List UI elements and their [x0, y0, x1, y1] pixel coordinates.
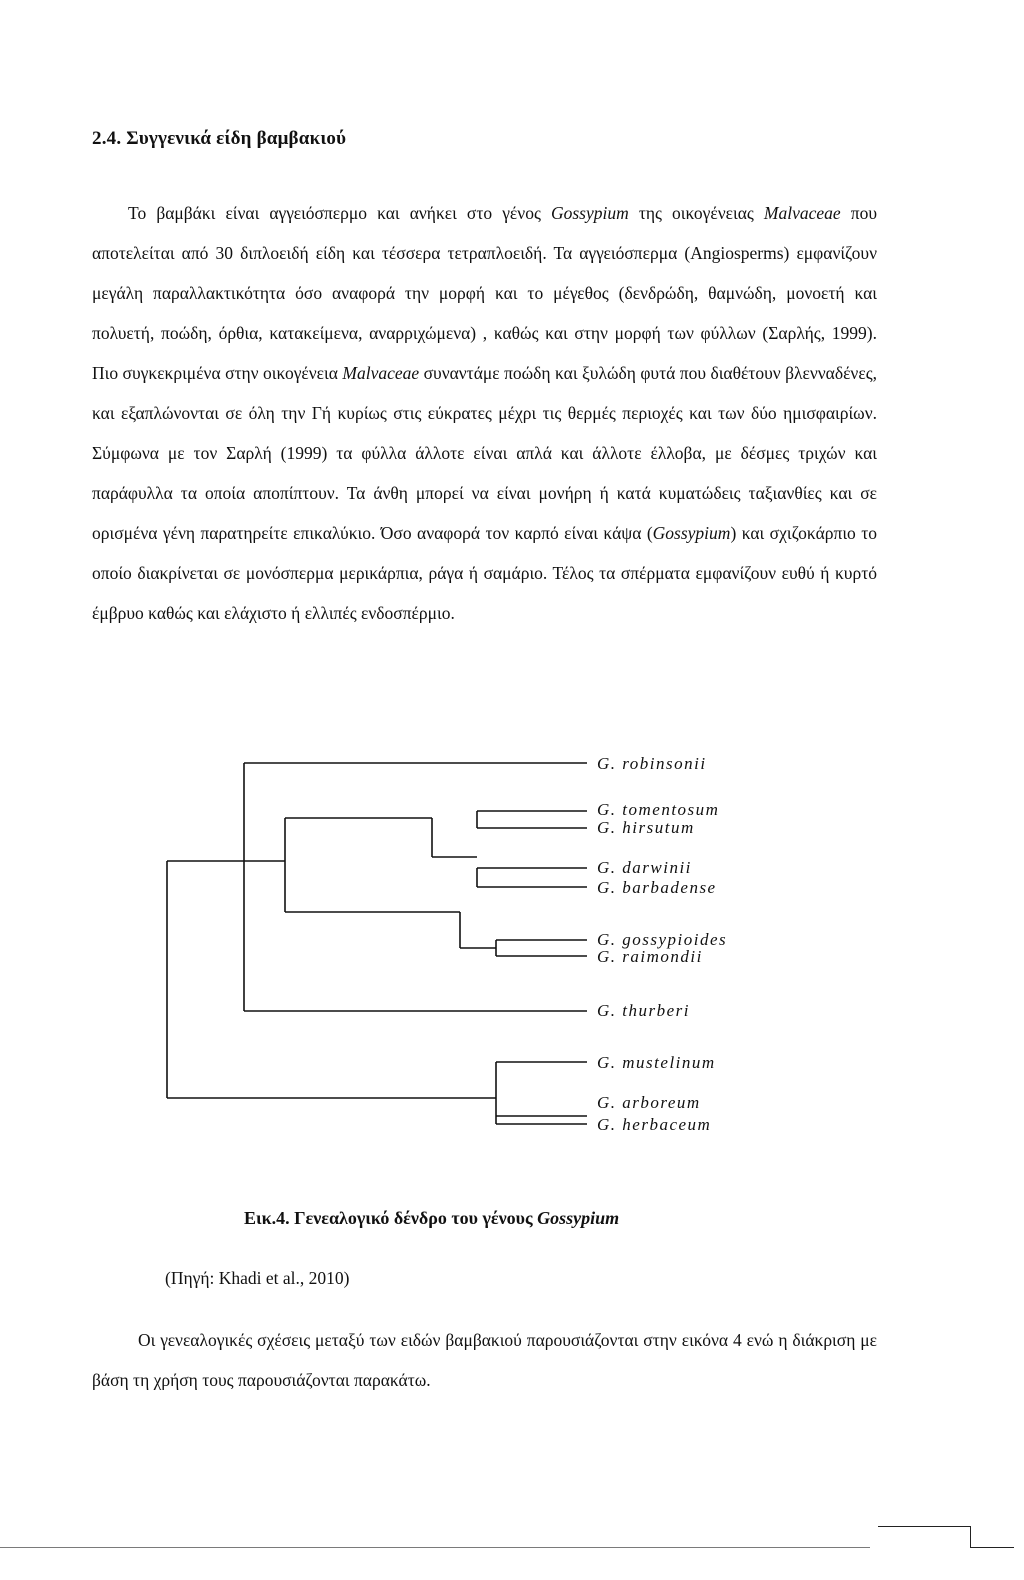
- species-label: G. hirsutum: [597, 818, 695, 837]
- tree-branches: [167, 763, 587, 1124]
- caption-label: Εικ.4. Γενεαλογικό δένδρο του γένους: [244, 1208, 538, 1228]
- footer-rule: [0, 1547, 870, 1548]
- species-label: G. thurberi: [597, 1001, 690, 1020]
- footer-rule-corner: [970, 1526, 971, 1548]
- species-label: G. mustelinum: [597, 1053, 716, 1072]
- genus-name: Gossypium: [550, 203, 629, 223]
- intro-text-1: Το βαμβάκι είναι αγγειόσπερμο και ανήκει στο γένος: [128, 203, 551, 223]
- intro-text-5: ) και σχιζοκάρπιο το οποίο διακρίνεται σε μονόσπερμα μερικάρπια, ράγα ή σαμάριο. Τέλος τα σπέρματα εμφανίζουν ευθύ ή κυρτό έμβρυο καθώς και ελάχιστο ή ελλιπές ενδοσπέρμιο.: [92, 523, 877, 623]
- footer-rule-right: [878, 1526, 970, 1527]
- species-label: G. tomentosum: [597, 800, 720, 819]
- intro-text-3: που αποτελείται από 30 διπλοειδή είδη και τέσσερα τετραπλοειδή. Τα αγγειόσπερμα (Angiosperms) εμφανίζουν μεγάλη παραλλακτικότητα όσο αναφορά την μορφή και το μέγεθος (δενδρώδη, θαμνώδη, μονοετή και πολυετή, ποώδη, όρθια, κατακείμενα, αναρριχώμενα) , καθώς και στην μορφή των φύλλων (Σαρλής, 1999). Πιο συγκεκριμένα στην οικογένεια: [92, 203, 878, 383]
- species-label: G. robinsonii: [597, 754, 707, 773]
- species-label: G. herbaceum: [597, 1115, 712, 1134]
- species-label: G. barbadense: [597, 878, 717, 897]
- genus-name: Gossypium: [652, 523, 731, 543]
- species-label: G. gossypioides: [597, 930, 728, 949]
- family-name: Malvaceae: [763, 203, 841, 223]
- intro-text-4: συναντάμε ποώδη και ξυλώδη φυτά που διαθέτουν βλενναδένες, και εξαπλώνονται σε όλη την Γή κυρίως στις εύκρατες μέχρι τις θερμές περιοχές και των δύο ημισφαιρίων. Σύμφωνα με τον Σαρλή (1999) τα φύλλα άλλοτε είναι απλά και άλλοτε έλλοβα, με δέσμες τριχών και παράφυλλα τα οποία αποπίπτουν. Τα άνθη μπορεί να είναι μονήρη ή κατά κυματώδεις ταξιανθίες και σε ορισμένα γένη παρατηρείτε επικαλύκιο. Όσο αναφορά τον καρπό είναι κάψα (: [92, 363, 878, 543]
- intro-text-2: της οικογένειας: [628, 203, 764, 223]
- footer-rule-end: [970, 1547, 1014, 1548]
- figure-source: (Πηγή: Khadi et al., 2010): [165, 1268, 350, 1288]
- species-label: G. raimondii: [597, 947, 703, 966]
- outro-paragraph: Οι γενεαλογικές σχέσεις μεταξύ των ειδών βαμβακιού παρουσιάζονται στην εικόνα 4 ενώ η διάκριση με βάση τη χρήση τους παρουσιάζονται παρακάτω.: [92, 1330, 877, 1390]
- species-labels: [597, 754, 727, 1134]
- family-name: Malvaceae: [342, 363, 420, 383]
- section-heading: 2.4. Συγγενικά είδη βαμβακιού: [92, 128, 347, 149]
- species-label: G. arboreum: [597, 1093, 701, 1112]
- caption-genus: Gossypium: [537, 1208, 620, 1228]
- figure-caption: [244, 1208, 619, 1229]
- species-label: G. darwinii: [597, 858, 692, 877]
